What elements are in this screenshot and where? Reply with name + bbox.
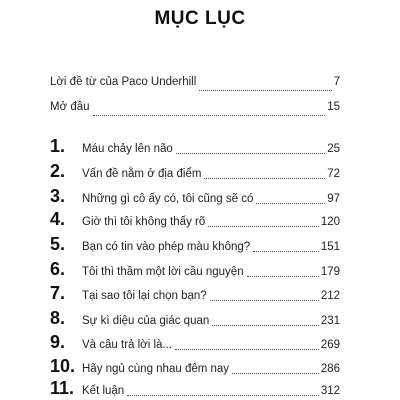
chapter-title: Máu chảy lên não (82, 143, 173, 155)
chapter-page: 97 (327, 193, 340, 205)
toc-chapter-11[interactable] (50, 378, 340, 400)
chapter-page: 151 (320, 241, 340, 253)
chapter-number: 3. (50, 186, 66, 206)
toc-chapter-10[interactable] (50, 356, 340, 378)
chapter-number: 2. (50, 161, 66, 181)
toc-chapter-7[interactable] (50, 283, 340, 305)
chapter-title: Và câu trả lời là... (82, 339, 172, 351)
chapter-title: Tại sao tôi lại chọn bạn? (82, 290, 207, 302)
chapter-number: 1. (50, 136, 66, 156)
dot-leader (253, 250, 319, 252)
chapter-title: Tôi thì thầm một lời cầu nguyện (82, 266, 244, 278)
dot-leader (256, 202, 325, 204)
chapter-number: 4. (50, 209, 66, 229)
chapter-title: Giờ thì tôi không thấy rõ (82, 216, 206, 228)
toc-chapter-6[interactable] (50, 259, 340, 281)
dot-leader (247, 275, 319, 277)
dot-leader (175, 348, 319, 350)
chapter-title: Vấn đề nằm ở địa điểm (82, 168, 202, 180)
chapter-page: 231 (320, 315, 340, 327)
toc-entry-opening[interactable] (50, 101, 340, 119)
chapter-title: Kết luận (82, 385, 125, 397)
chapter-title: Những gì cô ấy có, tôi cũng sẽ có (82, 193, 254, 205)
chapter-page: 120 (320, 216, 340, 228)
chapter-page: 25 (327, 143, 340, 155)
chapter-page: 312 (320, 385, 340, 397)
chapter-title: Bạn có tin vào phép màu không? (82, 241, 251, 253)
toc-chapter-9[interactable] (50, 332, 340, 354)
chapter-number: 11. (50, 378, 75, 398)
dot-leader (232, 372, 319, 374)
chapter-page: 212 (320, 290, 340, 302)
toc-chapter-1[interactable] (50, 136, 340, 158)
dot-leader (199, 89, 331, 91)
chapter-page: 286 (320, 363, 340, 375)
toc-entry-label: Mở đầu (50, 101, 90, 113)
chapter-title: Sự kì diệu của giác quan (82, 315, 210, 327)
dot-leader (204, 177, 325, 179)
dot-leader (176, 152, 325, 154)
chapter-page: 269 (320, 339, 340, 351)
chapter-number: 8. (50, 308, 66, 328)
dot-leader (127, 394, 319, 396)
chapter-title: Hãy ngủ cùng nhau đêm nay (82, 363, 230, 375)
chapter-number: 6. (50, 259, 66, 279)
toc-chapter-8[interactable] (50, 308, 340, 330)
toc-chapter-3[interactable] (50, 186, 340, 208)
toc-chapter-2[interactable] (50, 161, 340, 183)
toc-entry-page: 15 (327, 101, 340, 113)
toc-entry-label: Lời đề từ của Paco Underhill (50, 76, 197, 88)
chapter-number: 7. (50, 283, 66, 303)
dot-leader (93, 114, 326, 116)
chapter-page: 179 (320, 266, 340, 278)
chapter-page: 72 (327, 168, 340, 180)
toc-chapter-4[interactable] (50, 209, 340, 231)
toc-entry-page: 7 (333, 76, 340, 88)
chapter-number: 9. (50, 332, 66, 352)
toc-chapter-5[interactable] (50, 234, 340, 256)
dot-leader (212, 324, 319, 326)
chapter-number: 5. (50, 234, 66, 254)
page-title: MỤC LỤC (154, 8, 246, 29)
chapter-number: 10. (50, 356, 76, 376)
dot-leader (210, 299, 319, 301)
dot-leader (208, 225, 319, 227)
toc-entry-foreword[interactable] (50, 76, 340, 94)
